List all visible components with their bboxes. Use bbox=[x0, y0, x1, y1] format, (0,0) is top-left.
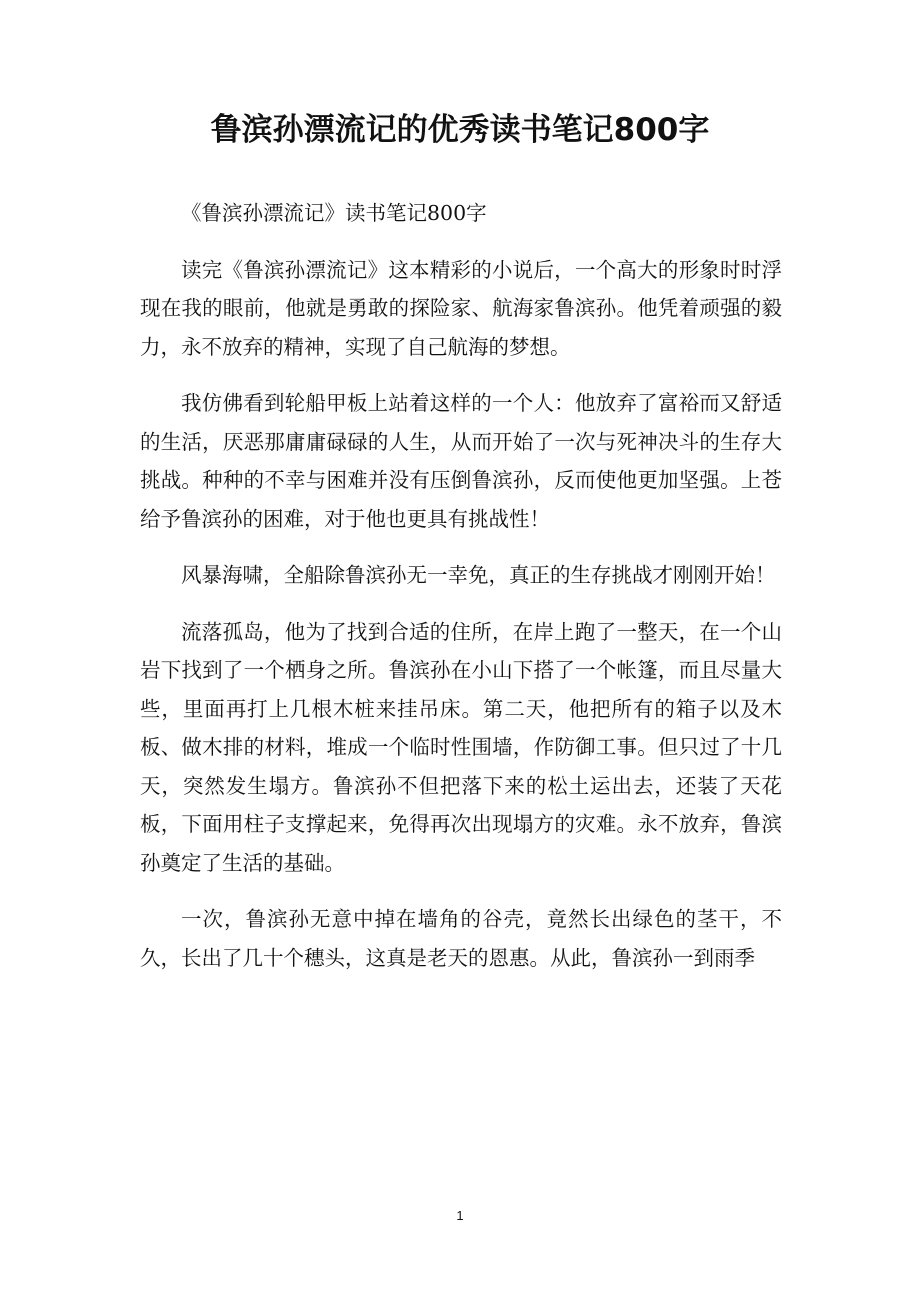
page-number: 1 bbox=[456, 1208, 464, 1223]
document-title: 鲁滨孙漂流记的优秀读书笔记800字 bbox=[210, 112, 710, 148]
body-paragraph: 读完《鲁滨孙漂流记》这本精彩的小说后，一个高大的形象时时浮现在我的眼前，他就是勇敢的探险家、航海家鲁滨孙。他凭着顽强的毅力，永不放弃的精神，实现了自己航海的梦想。 bbox=[140, 257, 782, 359]
body-paragraph: 流落孤岛，他为了找到合适的住所，在岸上跑了一整天，在一个山岩下找到了一个栖身之所。鲁滨孙在小山下搭了一个帐篷，而且尽量大些，里面再打上几根木桩来挂吊床。第二天，他把所有的箱子以及木板、做木排的材料，堆成一个临时性围墙，作防御工事。但只过了十几天，突然发生塌方。鲁滨孙不但把落下来的松土运出去，还装了天花板，下面用柱子支撑起来，免得再次出现塌方的灾难。永不放弃，鲁滨孙奠定了生活的基础。 bbox=[140, 619, 782, 875]
body-paragraph: 一次，鲁滨孙无意中掉在墙角的谷壳，竟然长出绿色的茎干，不久，长出了几十个穗头，这真是老天的恩惠。从此，鲁滨孙一到雨季 bbox=[140, 907, 782, 970]
body-paragraph: 风暴海啸，全船除鲁滨孙无一幸免，真正的生存挑战才刚刚开始！ bbox=[181, 563, 776, 587]
document-body bbox=[140, 194, 782, 995]
subtitle-paragraph: 《鲁滨孙漂流记》读书笔记800字 bbox=[181, 201, 487, 225]
body-paragraph: 我仿佛看到轮船甲板上站着这样的一个人：他放弃了富裕而又舒适的生活，厌恶那庸庸碌碌的人生，从而开始了一次与死神决斗的生存大挑战。种种的不幸与困难并没有压倒鲁滨孙，反而使他更加坚强。上苍给予鲁滨孙的困难，对于他也更具有挑战性！ bbox=[140, 391, 782, 531]
